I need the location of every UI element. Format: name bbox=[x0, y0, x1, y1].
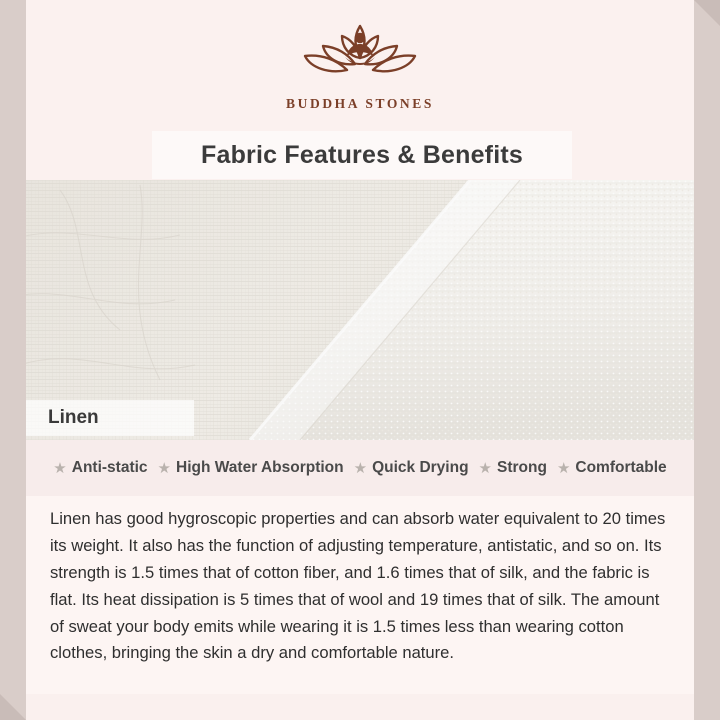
feature-list bbox=[26, 440, 694, 496]
star-icon: ★ bbox=[53, 459, 67, 477]
bottom-left-corner-accent bbox=[0, 694, 26, 720]
star-icon: ★ bbox=[478, 459, 492, 477]
title-band bbox=[152, 131, 572, 179]
feature-item bbox=[474, 459, 552, 477]
fabric-label: Linen bbox=[48, 407, 99, 428]
left-border-band bbox=[0, 0, 26, 720]
feature-item bbox=[349, 459, 474, 477]
feature-item bbox=[153, 459, 349, 477]
header bbox=[0, 0, 720, 180]
feature-label: Strong bbox=[497, 459, 547, 476]
lotus-meditation-icon bbox=[285, 20, 435, 90]
content-panel bbox=[26, 440, 694, 694]
right-border-band bbox=[694, 0, 720, 720]
feature-label: High Water Absorption bbox=[176, 459, 344, 476]
star-icon: ★ bbox=[157, 459, 171, 477]
top-right-corner-accent bbox=[694, 0, 720, 26]
star-icon: ★ bbox=[556, 459, 571, 477]
brand-logo bbox=[0, 20, 720, 112]
star-icon: ★ bbox=[353, 459, 368, 477]
description-text: Linen has good hygroscopic properties and can absorb water equivalent to 20 times its weight. It also has the function of adjusting temperature, antistatic, and so on. Its strength is 1.5 times that of cotton fiber, and 1.6 times that of silk, and the fabric is flat. Its heat dissipation is 5 times that of wool and 19 times that of silk. The amount of sweat your body emits while wearing it is 1.5 times less than wearing cotton clothes, bringing the skin a dry and comfortable nature. bbox=[50, 509, 666, 663]
feature-label: Comfortable bbox=[575, 459, 667, 476]
feature-label: Quick Drying bbox=[372, 459, 469, 476]
feature-item bbox=[552, 459, 672, 477]
feature-item bbox=[48, 459, 152, 477]
brand-name: BUDDHA STONES bbox=[286, 96, 434, 111]
page-title: Fabric Features & Benefits bbox=[201, 140, 523, 169]
fabric-label-tab bbox=[26, 400, 194, 436]
feature-label: Anti-static bbox=[71, 459, 148, 476]
